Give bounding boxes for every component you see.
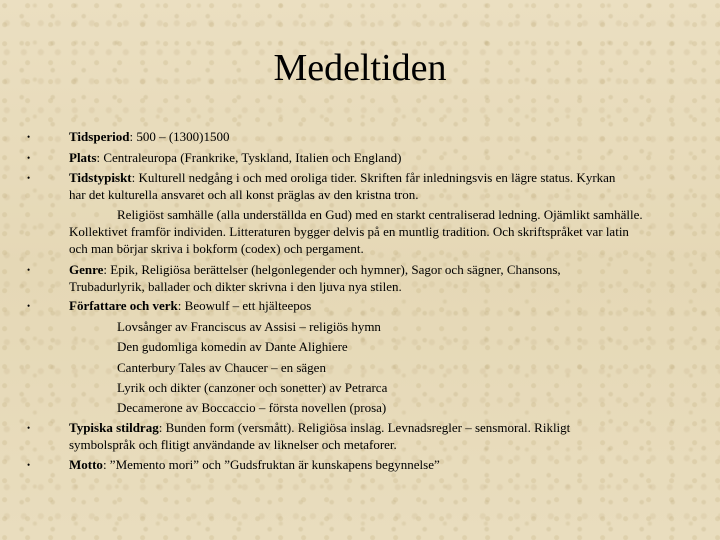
item-text-line: Den gudomliga komedin av Dante Alighiere (117, 339, 348, 354)
item-label: Tidstypiskt (69, 170, 132, 185)
item-text: : Kulturell nedgång i och med oroliga tider. Skriften får inledningsvis en lägre status. Kyrkan (131, 170, 616, 185)
slide-title: Medeltiden (273, 47, 447, 89)
list-item-genre (69, 262, 561, 278)
item-text-line: Decamerone av Boccaccio – första novellen (prosa) (117, 400, 387, 415)
item-text-line: och man börjar skriva i bokform (codex) och pergament. (69, 241, 364, 256)
item-label: Motto (69, 457, 103, 472)
bullet-icon: • (27, 173, 31, 183)
item-text-line: Religiöst samhälle (alla underställda en Gud) med en starkt centraliserad ledning. Ojämlikt samhälle. (117, 207, 643, 222)
item-text-line: symbolspråk och flitigt användande av liknelser och metaforer. (69, 437, 397, 452)
bullet-icon: • (27, 265, 31, 275)
list-item-forfattare (69, 298, 311, 314)
item-label: Tidsperiod (69, 129, 130, 144)
item-text: : Beowulf – ett hjälteepos (177, 298, 312, 313)
item-text-line: Lovsånger av Franciscus av Assisi – religiös hymn (117, 319, 381, 334)
item-text-line: Canterbury Tales av Chaucer – en sägen (117, 360, 326, 375)
item-label: Författare och verk (69, 298, 178, 313)
item-text-line: har det kulturella ansvaret och all konst präglas av den kristna tron. (69, 187, 419, 202)
bullet-icon: • (27, 460, 31, 470)
item-text-line: Lyrik och dikter (canzoner och sonetter) av Petrarca (117, 380, 388, 395)
bullet-icon: • (27, 301, 31, 311)
bullet-icon: • (27, 423, 31, 433)
item-text: : Centraleuropa (Frankrike, Tyskland, Italien och England) (96, 150, 402, 165)
list-item-motto (69, 457, 440, 473)
item-text: : Epik, Religiösa berättelser (helgonlegender och hymner), Sagor och sägner, Chansons, (103, 262, 561, 277)
item-label: Typiska stildrag (69, 420, 159, 435)
item-text-line: Trubadurlyrik, ballader och dikter skrivna i den ljuva nya stilen. (69, 279, 402, 294)
bullet-icon: • (27, 153, 31, 163)
list-item-stildrag (69, 420, 570, 436)
item-label: Plats (69, 150, 97, 165)
item-label: Genre (69, 262, 104, 277)
item-text: : Bunden form (versmått). Religiösa inslag. Levnadsregler – sensmoral. Rikligt (158, 420, 571, 435)
item-text: : ”Memento mori” och ”Gudsfruktan är kunskapens begynnelse” (102, 457, 440, 472)
list-item-tidsperiod (69, 129, 229, 145)
list-item-tidstypiskt (69, 170, 615, 186)
item-text-line: Kollektivet framför individen. Litteraturen bygger delvis på en muntlig tradition. Och skriftspråket var latin (69, 224, 629, 239)
bullet-icon: • (27, 132, 31, 142)
list-item-plats (69, 150, 401, 166)
item-text: : 500 – (1300)1500 (129, 129, 230, 144)
